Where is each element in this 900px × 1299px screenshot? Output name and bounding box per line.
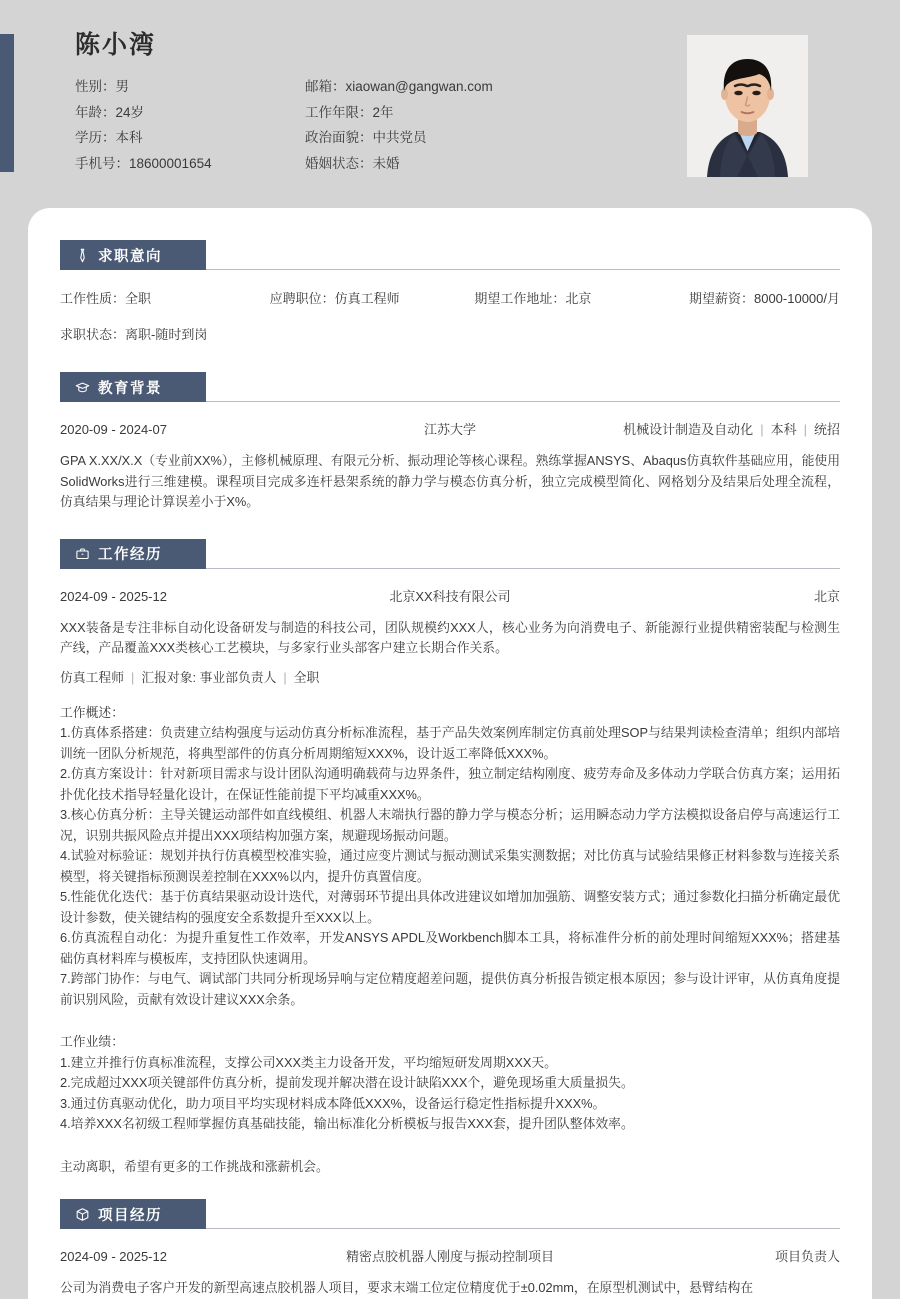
field-job-nature (60, 288, 270, 310)
section-title-project: 项目经历 (98, 1207, 162, 1224)
work-achievement-item-2: 2.完成超过XXX项关键部件仿真分析，提前发现并解决潜在设计缺陷XXX个，避免现场重大质量损失。 (60, 1075, 634, 1090)
separator: | (283, 669, 287, 685)
field-target-position-label: 应聘职位： (269, 291, 335, 306)
project-name: 精密点胶机器人刚度与振动控制项目 (345, 1249, 554, 1264)
divider-spacer (60, 346, 840, 372)
education-meta (540, 420, 840, 440)
field-job-status (60, 324, 270, 346)
work-item-head (60, 587, 840, 607)
section-tab-education (60, 372, 206, 402)
work-position-line (60, 668, 840, 688)
info-gender-label: 性别： (75, 79, 116, 94)
section-tab-work (60, 539, 206, 569)
section-header-education (60, 372, 840, 402)
project-role: 项目负责人 (774, 1249, 840, 1264)
divider-spacer (60, 513, 840, 539)
work-leave-reason: 主动离职，希望有更多的工作挑战和涨薪机会。 (60, 1158, 329, 1174)
work-overview-item-2: 2.仿真方案设计：针对新项目需求与设计团队沟通明确载荷与边界条件，独立制定结构刚度、疲劳寿命及多体动力学联合仿真方案；运用拓扑优化技术指导轻量化设计，在保证性能前提下平均减重XXX%。 (60, 766, 840, 802)
project-description: 公司为消费电子客户开发的新型高速点胶机器人项目，要求末端工位定位精度优于±0.02mm，在原型机测试中，悬臂结构在 (60, 1280, 754, 1295)
section-tab-job-intent (60, 240, 206, 270)
spacer (60, 1135, 840, 1157)
work-achievement-item-1: 1.建立并推行仿真标准流程，支撑公司XXX类主力设备开发，平均缩短研发周期XXX天。 (60, 1054, 557, 1070)
separator: | (130, 669, 135, 685)
work-job-type: 全职 (293, 669, 320, 685)
section-header-project (60, 1199, 840, 1229)
briefcase-icon (74, 545, 91, 562)
graduation-cap-icon (74, 379, 91, 396)
work-overview-item-3: 3.核心仿真分析：主导关键运动部件如直线模组、机器人末端执行器的静力学与模态分析；运用瞬态动力学方法模拟设备启停与高速运行工况，识别共振风险点并提出XXX项结构加强方案，规避现场振动问题。 (60, 807, 840, 843)
resume-header (0, 0, 900, 208)
job-intent-row-2 (60, 324, 840, 346)
info-age-label: 年龄： (75, 104, 116, 120)
work-company: 北京XX科技有限公司 (389, 588, 511, 604)
info-marital-status-label: 婚姻状态： (305, 155, 373, 171)
work-overview-item-4: 4.试验对标验证：规划并执行仿真模型校准实验，通过应变片测试与振动测试采集实测数据；对比仿真与试验结果修正材料参数与连接关系模型，将关键指标预测误差控制在XXX%以内，提升仿真置信度。 (60, 848, 840, 884)
field-job-nature-label: 工作性质： (60, 291, 126, 306)
work-report-to: 汇报对象: 事业部负责人 (141, 669, 277, 685)
box-icon (74, 1206, 91, 1223)
info-political-status-label: 政治面貌： (305, 130, 373, 145)
field-job-status-label: 求职状态： (60, 327, 126, 342)
field-target-location (474, 288, 689, 310)
info-experience-years-value: 2年 (372, 104, 394, 120)
field-target-position-value: 仿真工程师 (334, 291, 400, 306)
info-education-level-value: 本科 (115, 130, 143, 145)
education-block (60, 402, 840, 513)
info-experience-years-label: 工作年限： (305, 104, 373, 120)
tie-icon (74, 247, 91, 264)
field-target-location-value: 北京 (565, 291, 592, 306)
work-date: 2024-09 - 2025-12 (60, 588, 167, 604)
work-overview-item-5: 5.性能优化迭代：基于仿真结果驱动设计迭代，对薄弱环节提出具体改进建议如增加加强筋、调整安装方式；通过参数化扫描分析确定最优设计参数，使关键结构的强度安全系数提升至XXX以上。 (60, 889, 840, 925)
education-date: 2020-09 - 2024-07 (60, 422, 167, 437)
work-city: 北京 (813, 588, 840, 604)
info-gender-value: 男 (115, 79, 129, 94)
education-description: GPA X.XX/X.X（专业前XX%），主修机械原理、有限元分析、振动理论等核心课程。熟练掌握ANSYS、Abaqus仿真软件基础应用，能使用SolidWorks进行三维建模。课程项目完成多连杆悬架系统的静力学与模态仿真分析，独立完成模型简化、网格划分及结果后处理全流程，仿真结果与理论计算误差小于X%。 (60, 453, 840, 509)
resume-body-card (28, 208, 872, 1299)
info-marital-status-value: 未婚 (372, 155, 400, 171)
info-political-status-value: 中共党员 (372, 130, 427, 145)
education-major: 机械设计制造及自动化 (623, 422, 754, 437)
avatar (687, 35, 808, 177)
section-title-job-intent: 求职意向 (98, 248, 162, 265)
section-header-work (60, 539, 840, 569)
work-company-intro: XXX装备是专注非标自动化设备研发与制造的科技公司，团队规模约XXX人，核心业务为向消费电子、新能源行业提供精密装配与检测生产线，产品覆盖XXX类核心工艺模块，与多家行业头部客户建立长期合作关系。 (60, 619, 840, 655)
work-block (60, 569, 840, 1178)
info-experience-years (305, 100, 675, 126)
project-date: 2024-09 - 2025-12 (60, 1249, 167, 1264)
work-achievement-item-3: 3.通过仿真驱动优化，助力项目平均实现材料成本降低XXX%，设备运行稳定性指标提升XXX%。 (60, 1095, 606, 1111)
separator: | (760, 422, 764, 437)
separator: | (803, 422, 807, 437)
project-block (60, 1229, 840, 1299)
info-education-level-label: 学历： (75, 130, 116, 145)
field-target-location-label: 期望工作地址： (474, 291, 566, 306)
job-intent-block (60, 270, 840, 346)
spacer (60, 1010, 840, 1032)
info-email (305, 74, 675, 100)
education-admission: 统招 (813, 422, 840, 437)
project-item-head (60, 1247, 840, 1267)
work-overview-item-6: 6.仿真流程自动化：为提升重复性工作效率，开发ANSYS APDL及Workbench脚本工具，将标准件分析的前处理时间缩短XXX%；搭建基础仿真材料库与模板库，支持团队快速调用。 (60, 930, 840, 966)
page-title: 陈小湾 (75, 31, 157, 59)
work-overview-item-7: 7.跨部门协作：与电气、调试部门共同分析现场异响与定位精度超差问题，提供仿真分析报告锁定根本原因；参与设计评审，从仿真角度提前识别风险，贡献有效设计建议XXX余条。 (60, 971, 840, 1007)
page-gutter (872, 0, 900, 1275)
work-achievement-item-4: 4.培养XXX名初级工程师掌握仿真基础技能，输出标准化分析模板与报告XXX套，提升团队整体效率。 (60, 1116, 634, 1131)
field-target-position (270, 288, 475, 310)
info-phone (75, 151, 305, 177)
field-job-nature-value: 全职 (125, 291, 152, 306)
section-header-job-intent (60, 240, 840, 270)
field-expected-salary (689, 288, 840, 310)
info-gender (75, 74, 305, 100)
portrait-illustration (687, 35, 808, 177)
divider-spacer (60, 1177, 840, 1199)
accent-bar (0, 34, 14, 172)
work-achievement-title: 工作业绩： (60, 1034, 124, 1049)
header-info (75, 30, 675, 176)
info-political-status (305, 125, 675, 151)
work-position: 仿真工程师 (60, 669, 124, 685)
section-title-education: 教育背景 (98, 380, 162, 397)
section-title-work: 工作经历 (98, 547, 162, 563)
spacer (60, 688, 840, 703)
info-phone-label: 手机号： (75, 155, 129, 171)
personal-info-grid (75, 74, 675, 176)
info-phone-value: 18600001654 (129, 155, 212, 171)
education-item-head (60, 420, 840, 440)
field-job-status-value: 离职-随时到岗 (125, 327, 208, 342)
info-age-value: 24岁 (115, 104, 145, 120)
field-expected-salary-value: 8000-10000/月 (753, 291, 840, 306)
field-expected-salary-label: 期望薪资： (688, 291, 754, 306)
info-marital-status (305, 151, 675, 177)
work-overview-title: 工作概述： (60, 704, 124, 720)
info-email-label: 邮箱： (305, 79, 346, 94)
info-education-level (75, 125, 305, 151)
section-tab-project (60, 1199, 206, 1229)
education-school: 江苏大学 (423, 422, 476, 437)
info-email-value: xiaowan@gangwan.com (345, 79, 493, 94)
job-intent-row-1 (60, 288, 840, 310)
info-age (75, 100, 305, 126)
education-degree: 本科 (770, 422, 797, 437)
work-overview-item-1: 1.仿真体系搭建：负责建立结构强度与运动仿真分析标准流程，基于产品失效案例库制定仿真前处理SOP与结果判读检查清单；组织内部培训统一团队分析规范，将典型部件的仿真分析周期缩短XXX%，设计返工率降低XXX%。 (60, 725, 840, 761)
